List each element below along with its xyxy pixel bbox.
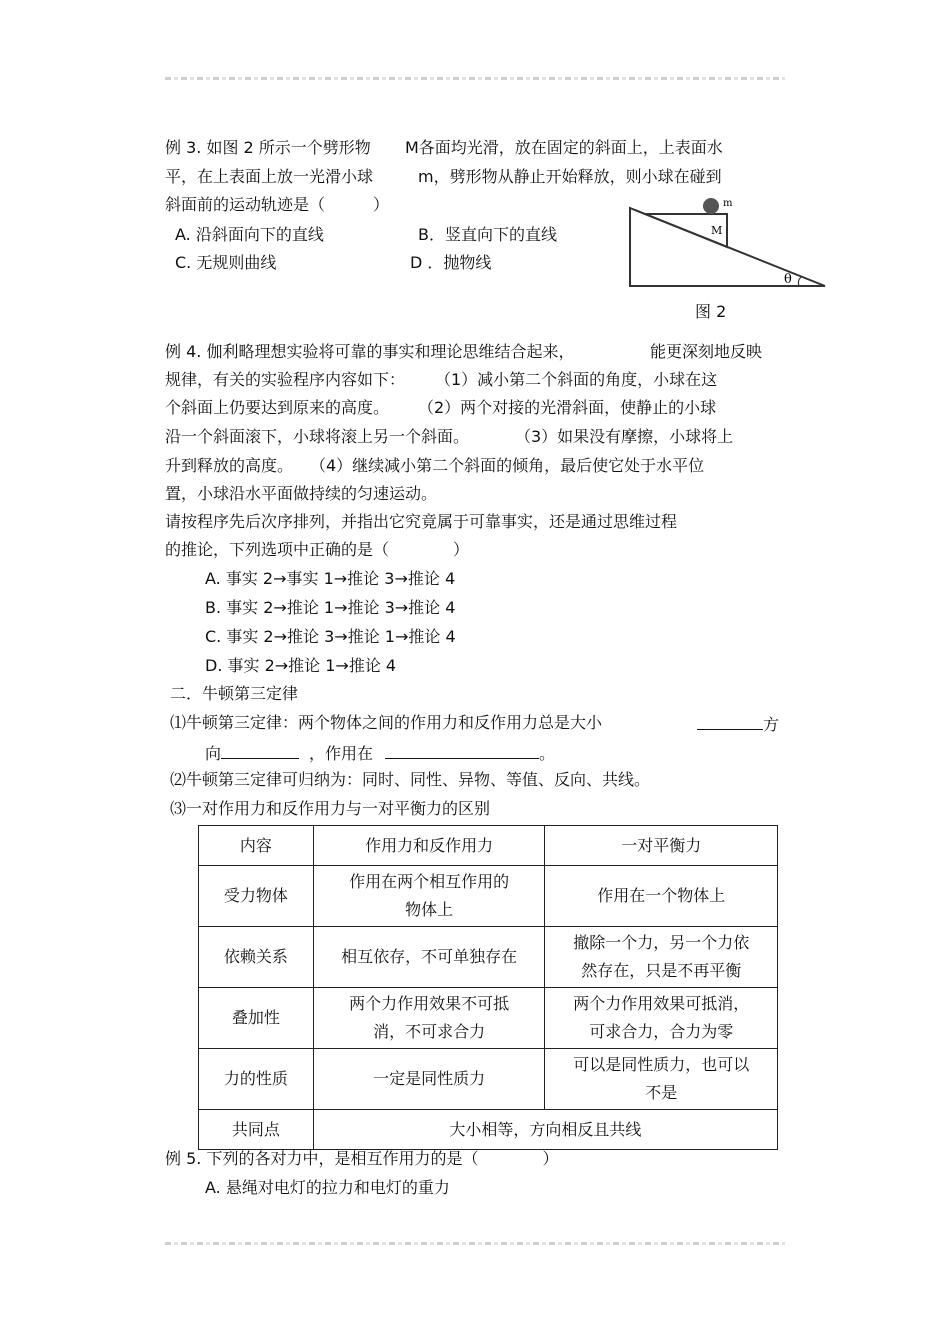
table-header-row bbox=[199, 826, 778, 866]
figure-caption: 图 2 bbox=[695, 302, 727, 321]
row-key: 受力物体 bbox=[199, 866, 314, 927]
angle-arc bbox=[798, 277, 801, 286]
ex4-line2b: （1）减小第二个斜面的角度，小球在这 bbox=[435, 370, 718, 389]
ex3-option-b: B．竖直向下的直线 bbox=[418, 225, 557, 244]
row-key: 力的性质 bbox=[199, 1049, 314, 1110]
footer-scan-noise bbox=[165, 1242, 785, 1245]
ex4-line6: 置，小球沿水平面做持续的匀速运动。 bbox=[165, 484, 438, 503]
ex3-option-a: A. 沿斜面向下的直线 bbox=[175, 225, 324, 244]
ex3-line2b: m，劈形物从静止开始释放，则小球在碰到 bbox=[418, 167, 722, 186]
row-key: 叠加性 bbox=[199, 988, 314, 1049]
ex4-line5b: （4）继续减小第二个斜面的倾角，最后使它处于水平位 bbox=[310, 456, 705, 475]
ex4-line3b: （2）两个对接的光滑斜面，使静止的小球 bbox=[418, 398, 717, 417]
row-key: 依赖关系 bbox=[199, 927, 314, 988]
ex3-option-d: D ．抛物线 bbox=[410, 253, 492, 272]
ex4-line1a: 例 4. 伽利略理想实验将可靠的事实和理论思维结合起来， bbox=[165, 342, 575, 361]
row-value-b: 撤除一个力，另一个力依 然存在，只是不再平衡 bbox=[545, 927, 778, 988]
table-row bbox=[199, 1049, 778, 1110]
row-value-b: 可以是同性质力，也可以 不是 bbox=[545, 1049, 778, 1110]
row-value-b: 两个力作用效果可抵消， 可求合力，合力为零 bbox=[545, 988, 778, 1049]
ex4-option-d: D. 事实 2→推论 1→推论 4 bbox=[205, 656, 397, 675]
header-scan-noise bbox=[165, 77, 785, 80]
law-line1-blank bbox=[697, 713, 779, 735]
ex5-option-a: A. 悬绳对电灯的拉力和电灯的重力 bbox=[205, 1178, 450, 1197]
ex5-line1: 例 5. 下列的各对力中，是相互作用力的是（ ） bbox=[165, 1149, 559, 1168]
row-value-a: 两个力作用效果不可抵 消，不可求合力 bbox=[313, 988, 545, 1049]
row-value-a: 相互依存，不可单独存在 bbox=[313, 927, 545, 988]
ex4-option-b: B. 事实 2→推论 1→推论 3→推论 4 bbox=[205, 598, 456, 617]
ex3-line3: 斜面前的运动轨迹是（ ） bbox=[165, 195, 390, 214]
law-summary: ⑵牛顿第三定律可归纳为：同时、同性、异物、等值、反向、共线。 bbox=[170, 770, 651, 789]
angle-label: θ bbox=[784, 272, 792, 287]
ex4-line4b: （3）如果没有摩擦，小球将上 bbox=[515, 427, 734, 446]
ball-label: m bbox=[723, 198, 733, 209]
row-key: 共同点 bbox=[199, 1110, 314, 1150]
table-caption: ⑶一对作用力和反作用力与一对平衡力的区别 bbox=[170, 799, 491, 818]
ex4-line4a: 沿一个斜面滚下，小球将滚上另一个斜面。 bbox=[165, 427, 470, 446]
ex4-line1b: 能更深刻地反映 bbox=[650, 342, 763, 361]
law-line2 bbox=[205, 742, 555, 764]
ex3-line1b: M各面均光滑，放在固定的斜面上，上表面水 bbox=[405, 138, 723, 157]
row-value-b: 作用在一个物体上 bbox=[545, 866, 778, 927]
table-row bbox=[199, 927, 778, 988]
ex4-option-c: C. 事实 2→推论 3→推论 1→推论 4 bbox=[205, 627, 456, 646]
ex4-line2a: 规律，有关的实验程序内容如下： bbox=[165, 370, 406, 389]
table-row-common bbox=[199, 1110, 778, 1150]
law-line1-tail: 方 bbox=[763, 715, 780, 734]
ball-icon bbox=[703, 198, 719, 214]
table-row bbox=[199, 988, 778, 1049]
header-cell: 一对平衡力 bbox=[545, 826, 778, 866]
common-value: 大小相等，方向相反且共线 bbox=[313, 1110, 777, 1150]
ex4-line5a: 升到释放的高度。 bbox=[165, 456, 294, 475]
wedge-label: M bbox=[711, 224, 723, 237]
incline-figure bbox=[625, 192, 835, 292]
row-value-a: 作用在两个相互作用的 物体上 bbox=[313, 866, 545, 927]
header-cell: 内容 bbox=[199, 826, 314, 866]
law-line2-tail: 。 bbox=[539, 744, 556, 763]
header-cell: 作用力和反作用力 bbox=[313, 826, 545, 866]
law-line2-mid: ，作用在 bbox=[309, 744, 374, 763]
ex4-option-a: A. 事实 2→事实 1→推论 3→推论 4 bbox=[205, 569, 456, 588]
row-value-a: 一定是同性质力 bbox=[313, 1049, 545, 1110]
ex4-line8: 的推论，下列选项中正确的是（ ） bbox=[165, 540, 470, 559]
ex3-option-c: C. 无规则曲线 bbox=[175, 253, 277, 272]
ex3-line2a: 平，在上表面上放一光滑小球 bbox=[165, 167, 374, 186]
law-line1: ⑴牛顿第三定律：两个物体之间的作用力和反作用力总是大小 bbox=[170, 713, 603, 732]
section-heading: 二．牛顿第三定律 bbox=[170, 684, 299, 703]
table-row bbox=[199, 866, 778, 927]
law-line2-head: 向 bbox=[205, 744, 222, 763]
ex4-line3a: 个斜面上仍要达到原来的高度。 bbox=[165, 398, 390, 417]
ex3-line1a: 例 3. 如图 2 所示一个劈形物 bbox=[165, 138, 371, 157]
ex4-line7: 请按程序先后次序排列，并指出它究竟属于可靠事实，还是通过思维过程 bbox=[165, 512, 678, 531]
comparison-table bbox=[198, 825, 778, 1150]
